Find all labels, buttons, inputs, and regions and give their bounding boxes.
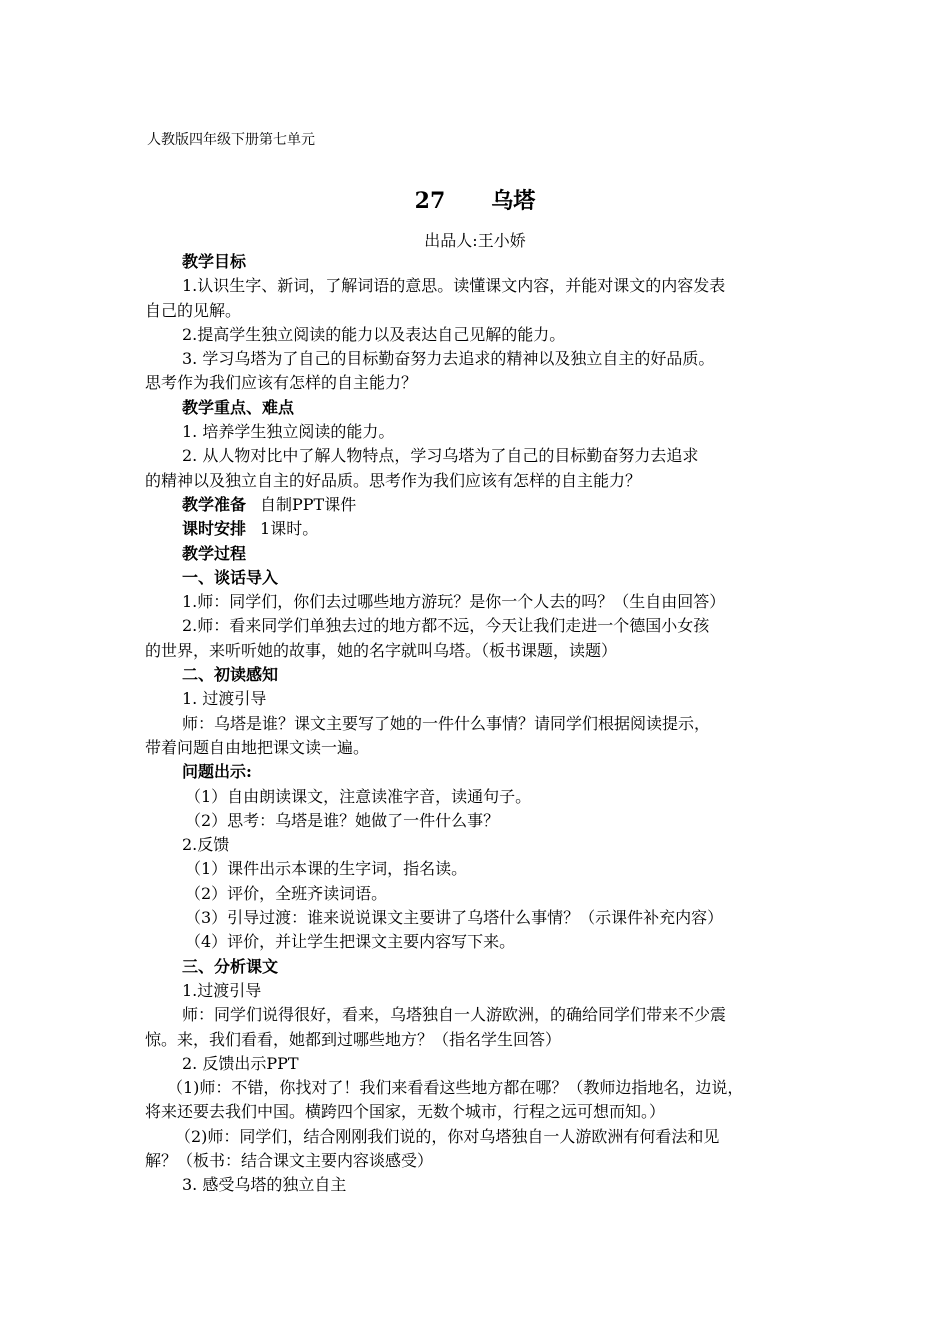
lesson-body bbox=[145, 250, 810, 1198]
prep-line bbox=[145, 493, 810, 517]
section-heading: 教学过程 bbox=[182, 543, 247, 563]
text-line: 的世界，来听听她的故事，她的名字就叫乌塔。（板书课题，读题） bbox=[145, 640, 618, 660]
text-line: 2.提高学生独立阅读的能力以及表达自己见解的能力。 bbox=[182, 324, 566, 344]
text-line: 惊。来，我们看看，她都到过哪些地方？（指名学生回答） bbox=[145, 1029, 562, 1049]
text-line: （2）评价，全班齐读词语。 bbox=[185, 883, 388, 903]
subsection-heading: 一、谈话导入 bbox=[182, 567, 279, 587]
subsection-heading: 问题出示: bbox=[182, 762, 252, 782]
text-line: （1）课件出示本课的生字词，指名读。 bbox=[185, 859, 468, 879]
text-line: （3）引导过渡：谁来说说课文主要讲了乌塔什么事情？（示课件补充内容） bbox=[185, 908, 724, 928]
text-line: （2)师：同学们，结合刚刚我们说的，你对乌塔独自一人游欧洲有何看法和见 bbox=[175, 1126, 720, 1146]
section-heading: 教学目标 bbox=[182, 252, 247, 271]
text-line: 师：乌塔是谁？课文主要写了她的一件什么事情？请同学们根据阅读提示， bbox=[182, 713, 711, 733]
subsection-heading: 三、分析课文 bbox=[182, 956, 279, 976]
subsection-heading: 二、初读感知 bbox=[182, 665, 279, 685]
text-line: 1. 培养学生独立阅读的能力。 bbox=[182, 422, 395, 442]
text-line: 1.认识生字、新词，了解词语的意思。读懂课文内容，并能对课文的内容发表 bbox=[182, 276, 726, 296]
text-line: 3. 学习乌塔为了自己的目标勤奋努力去追求的精神以及独立自主的好品质。 bbox=[182, 349, 715, 369]
unit-header: 人教版四年级下册第七单元 bbox=[147, 132, 315, 148]
schedule-line bbox=[145, 517, 810, 541]
text-line: 1.师：同学们，你们去过哪些地方游玩？是你一个人去的吗？（生自由回答） bbox=[182, 592, 726, 612]
text-line: 的精神以及独立自主的好品质。思考作为我们应该有怎样的自主能力？ bbox=[145, 470, 642, 490]
text-line: 解？（板书：结合课文主要内容谈感受） bbox=[145, 1150, 434, 1170]
text-line: 自己的见解。 bbox=[145, 300, 242, 320]
text-line: 思考作为我们应该有怎样的自主能力？ bbox=[145, 373, 418, 393]
lesson-number: 27 bbox=[414, 188, 446, 214]
text-line: 1.过渡引导 bbox=[182, 980, 262, 1000]
text-line: 2.师：看来同学们单独去过的地方都不远，今天让我们走进一个德国小女孩 bbox=[182, 616, 710, 636]
lesson-title bbox=[0, 184, 950, 215]
lesson-name: 乌塔 bbox=[491, 188, 536, 214]
text-line: 2.反馈 bbox=[182, 835, 230, 855]
section-heading: 教学准备 bbox=[182, 494, 247, 514]
section-heading: 教学重点、难点 bbox=[182, 397, 295, 417]
text-line: 自制PPT课件 bbox=[260, 494, 357, 514]
text-line: 3. 感受乌塔的独立自主 bbox=[182, 1175, 347, 1195]
text-line: 师：同学们说得很好，看来，乌塔独自一人游欧洲，的确给同学们带来不少震 bbox=[182, 1005, 727, 1025]
text-line: 将来还要去我们中国。横跨四个国家，无数个城市，行程之远可想而知。） bbox=[145, 1102, 666, 1122]
text-line: 2. 从人物对比中了解人物特点，学习乌塔为了自己的目标勤奋努力去追求 bbox=[182, 446, 699, 466]
text-line: （1)师：不错，你找对了！我们来看看这些地方都在哪？（教师边指地名，边说， bbox=[167, 1078, 744, 1098]
author-line: 出品人:王小娇 bbox=[424, 231, 526, 250]
text-line: 带着问题自由地把课文读一遍。 bbox=[145, 737, 370, 757]
text-line: 1. 过渡引导 bbox=[182, 689, 267, 709]
text-line: （4）评价，并让学生把课文主要内容写下来。 bbox=[185, 932, 516, 952]
text-line: 1课时。 bbox=[260, 519, 319, 539]
text-line: （2）思考：乌塔是谁？她做了一件什么事？ bbox=[185, 810, 500, 830]
text-line: （1）自由朗读课文，注意读准字音，读通句子。 bbox=[185, 786, 532, 806]
section-heading: 课时安排 bbox=[182, 519, 247, 539]
text-line: 2. 反馈出示PPT bbox=[182, 1053, 299, 1073]
